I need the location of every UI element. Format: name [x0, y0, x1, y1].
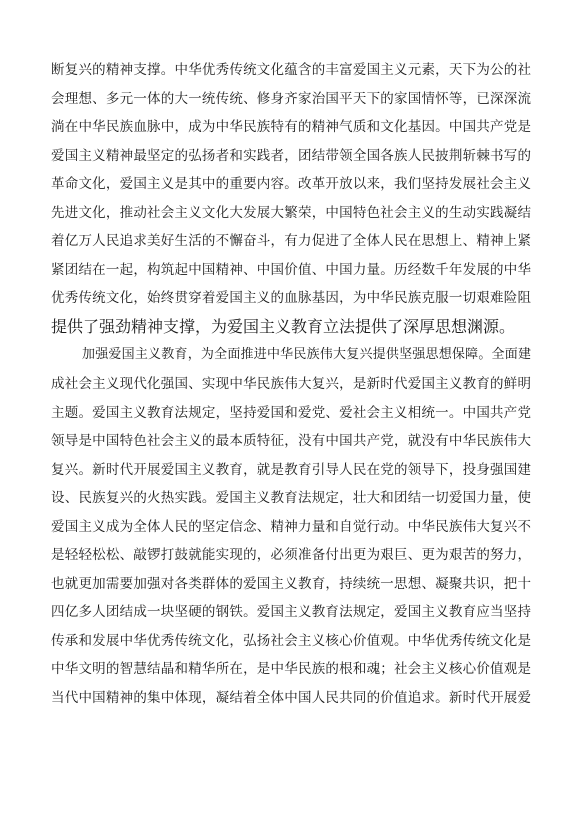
text-line: 主题。爱国主义教育法规定，坚持爱国和爱党、爱社会主义相统一。中国共产党: [51, 404, 531, 421]
body-text: [51, 56, 531, 713]
paragraph-first-line: 加强爱国主义教育，为全面推进中华民族伟大复兴提供坚强思想保障。全面建: [82, 347, 531, 363]
text-line: 设、民族复兴的火热实践。爱国主义教育法规定，壮大和团结一切爱国力量，使: [51, 490, 531, 507]
text-line: 紧团结在一起，构筑起中国精神、中国价值、中国力量。历经数千年发展的中华: [51, 261, 531, 278]
text-line: 是轻轻松松、敲锣打鼓就能实现的，必须准备付出更为艰巨、更为艰苦的努力，: [51, 547, 531, 564]
text-line: 领导是中国特色社会主义的最本质特征，没有中国共产党，就没有中华民族伟大: [51, 433, 531, 450]
text-line: 淌在中华民族血脉中，成为中华民族特有的精神气质和文化基因。中国共产党是: [51, 119, 531, 136]
text-line: 着亿万人民追求美好生活的不懈奋斗，有力促进了全体人民在思想上、精神上紧: [51, 233, 531, 250]
text-line: 断复兴的精神支撑。中华优秀传统文化蕴含的丰富爱国主义元素，天下为公的社: [51, 62, 531, 78]
text-line: 也就更加需要加强对各类群体的爱国主义教育，持续统一思想、凝聚共识，把十: [51, 575, 531, 592]
text-line: 爱国主义成为全体人民的坚定信念、精神力量和自觉行动。中华民族伟大复兴不: [51, 518, 531, 535]
text-line: 成社会主义现代化强国、实现中华民族伟大复兴，是新时代爱国主义教育的鲜明: [51, 376, 531, 393]
text-line: 当代中国精神的集中体现，凝结着全体中国人民共同的价值追求。新时代开展爱: [51, 690, 531, 707]
text-line: 复兴。新时代开展爱国主义教育，就是教育引导人民在党的领导下，投身强国建: [51, 461, 531, 478]
text-line: 中华文明的智慧结晶和精华所在，是中华民族的根和魂；社会主义核心价值观是: [51, 661, 531, 678]
paragraph-last-line: 提供了强劲精神支撑，为爱国主义教育立法提供了深厚思想渊源。: [51, 316, 516, 336]
text-line: 爱国主义精神最坚定的弘扬者和实践者，团结带领全国各族人民披荆斩棘书写的: [51, 147, 531, 164]
text-line: 先进文化，推动社会主义文化大发展大繁荣，中国特色社会主义的生动实践凝结: [51, 204, 531, 221]
text-line: 革命文化，爱国主义是其中的重要内容。改革开放以来，我们坚持发展社会主义: [51, 176, 531, 193]
text-line: 四亿多人团结成一块坚硬的钢铁。爱国主义教育法规定，爱国主义教育应当坚持: [51, 604, 531, 621]
text-line: 会理想、多元一体的大一统传统、修身齐家治国平天下的家国情怀等，已深深流: [51, 90, 531, 107]
text-line: 优秀传统文化，始终贯穿着爱国主义的血脉基因，为中华民族克服一切艰难险阻: [51, 290, 531, 307]
text-line: 传承和发展中华优秀传统文化，弘扬社会主义核心价值观。中华优秀传统文化是: [51, 632, 531, 649]
